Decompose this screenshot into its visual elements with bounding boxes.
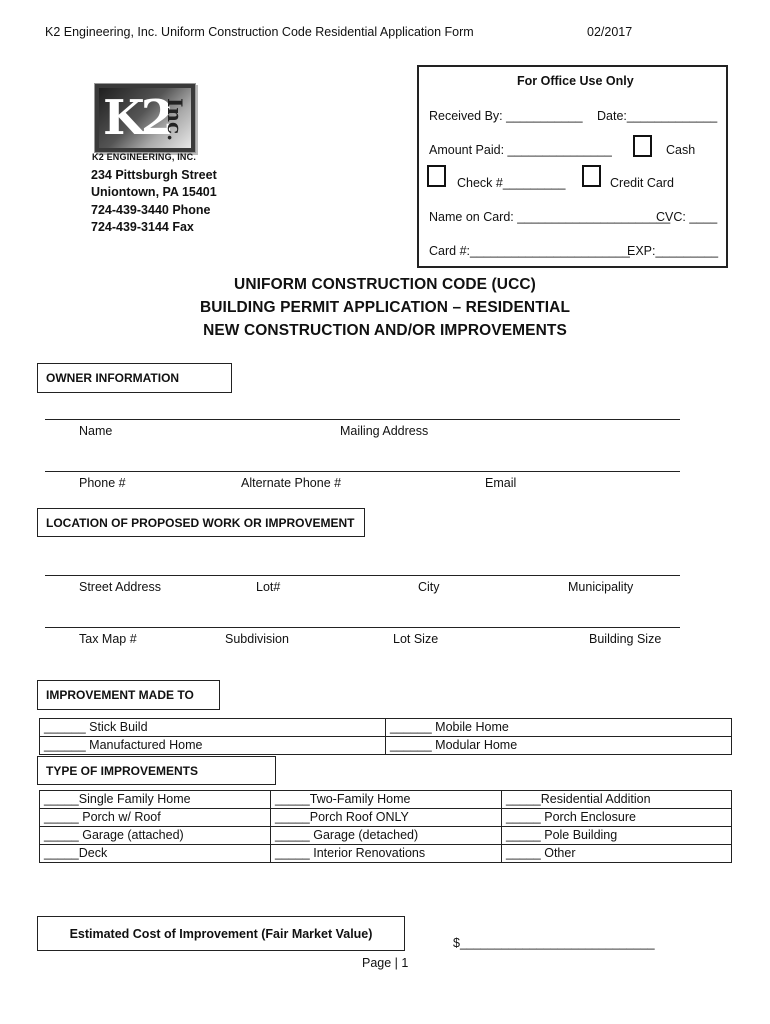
street-address-label: Street Address	[79, 580, 161, 594]
deck-option[interactable]: _____Deck	[40, 845, 271, 863]
modular-home-option[interactable]: ______ Modular Home	[386, 737, 732, 755]
other-option[interactable]: _____ Other	[502, 845, 732, 863]
stick-build-option[interactable]: ______ Stick Build	[40, 719, 386, 737]
exp-field[interactable]: EXP:_________	[627, 244, 719, 258]
estimated-cost-label: Estimated Cost of Improvement (Fair Market Value)	[37, 916, 405, 951]
municipality-label: Municipality	[568, 580, 634, 594]
table-row	[40, 791, 732, 809]
residential-addition-option[interactable]: _____Residential Addition	[502, 791, 732, 809]
owner-phone-label: Phone #	[79, 476, 126, 490]
table-row	[40, 809, 732, 827]
title-line-3: NEW CONSTRUCTION AND/OR IMPROVEMENTS	[203, 322, 567, 339]
form-title: K2 Engineering, Inc. Uniform Construction Code Residential Application Form	[45, 25, 474, 39]
page-number: Page | 1	[362, 956, 409, 970]
credit-card-checkbox[interactable]	[582, 165, 601, 187]
tax-map-label: Tax Map #	[79, 632, 137, 646]
table-row	[40, 827, 732, 845]
credit-card-label: Credit Card	[610, 176, 674, 190]
owner-alt-phone-label: Alternate Phone #	[241, 476, 342, 490]
city-label: City	[418, 580, 440, 594]
received-by-field[interactable]: Received By: ___________	[429, 109, 583, 123]
title-line-1: UNIFORM CONSTRUCTION CODE (UCC)	[234, 276, 536, 293]
garage-detached-option[interactable]: _____ Garage (detached)	[271, 827, 502, 845]
company-logo	[94, 83, 196, 153]
name-on-card-field[interactable]: Name on Card: ______________________	[429, 210, 671, 224]
logo-caption: K2 ENGINEERING, INC.	[92, 152, 197, 162]
card-number-field[interactable]: Card #:_______________________	[429, 244, 630, 258]
table-row	[40, 845, 732, 863]
location-line-1[interactable]	[45, 575, 680, 576]
office-use-box	[417, 65, 728, 268]
improvement-made-to-heading: IMPROVEMENT MADE TO	[37, 680, 220, 710]
logo-k2-text: K2	[103, 90, 171, 146]
check-number-field[interactable]: Check #_________	[457, 176, 566, 190]
manufactured-home-option[interactable]: ______ Manufactured Home	[40, 737, 386, 755]
owner-mailing-address-label: Mailing Address	[340, 424, 429, 438]
improvement-made-to-table	[39, 718, 732, 755]
logo-inc-text: Inc.	[163, 98, 187, 142]
owner-info-heading: OWNER INFORMATION	[37, 363, 232, 393]
check-checkbox[interactable]	[427, 165, 446, 187]
company-phone: 724-439-3440 Phone	[91, 203, 211, 217]
table-row	[40, 719, 732, 737]
type-of-improvements-heading: TYPE OF IMPROVEMENTS	[37, 756, 276, 785]
revision-date: 02/2017	[587, 25, 633, 39]
owner-line-1[interactable]	[45, 419, 680, 420]
mobile-home-option[interactable]: ______ Mobile Home	[386, 719, 732, 737]
porch-with-roof-option[interactable]: _____ Porch w/ Roof	[40, 809, 271, 827]
lot-size-label: Lot Size	[393, 632, 439, 646]
company-fax: 724-439-3144 Fax	[91, 220, 194, 234]
location-heading: LOCATION OF PROPOSED WORK OR IMPROVEMENT	[37, 508, 365, 537]
garage-attached-option[interactable]: _____ Garage (attached)	[40, 827, 271, 845]
owner-line-2[interactable]	[45, 471, 680, 472]
amount-paid-field[interactable]: Amount Paid: _______________	[429, 143, 612, 157]
type-of-improvements-table	[39, 790, 732, 863]
subdivision-label: Subdivision	[225, 632, 289, 646]
pole-building-option[interactable]: _____ Pole Building	[502, 827, 732, 845]
owner-email-label: Email	[485, 476, 517, 490]
cvc-field[interactable]: CVC: ____	[656, 210, 718, 224]
title-line-2: BUILDING PERMIT APPLICATION – RESIDENTIAL	[199, 299, 571, 316]
two-family-home-option[interactable]: _____Two-Family Home	[271, 791, 502, 809]
location-line-2[interactable]	[45, 627, 680, 628]
table-row	[40, 737, 732, 755]
owner-name-label: Name	[79, 424, 113, 438]
lot-label: Lot#	[256, 580, 281, 594]
single-family-home-option[interactable]: _____Single Family Home	[40, 791, 271, 809]
building-size-label: Building Size	[589, 632, 662, 646]
interior-renovations-option[interactable]: _____ Interior Renovations	[271, 845, 502, 863]
porch-roof-only-option[interactable]: _____Porch Roof ONLY	[271, 809, 502, 827]
estimated-cost-field[interactable]: $____________________________	[453, 936, 655, 950]
office-use-heading: For Office Use Only	[517, 74, 634, 88]
company-city: Uniontown, PA 15401	[91, 185, 217, 199]
porch-enclosure-option[interactable]: _____ Porch Enclosure	[502, 809, 732, 827]
cash-checkbox[interactable]	[633, 135, 652, 157]
date-field[interactable]: Date:_____________	[597, 109, 718, 123]
company-street: 234 Pittsburgh Street	[91, 168, 217, 182]
cash-label: Cash	[666, 143, 696, 157]
